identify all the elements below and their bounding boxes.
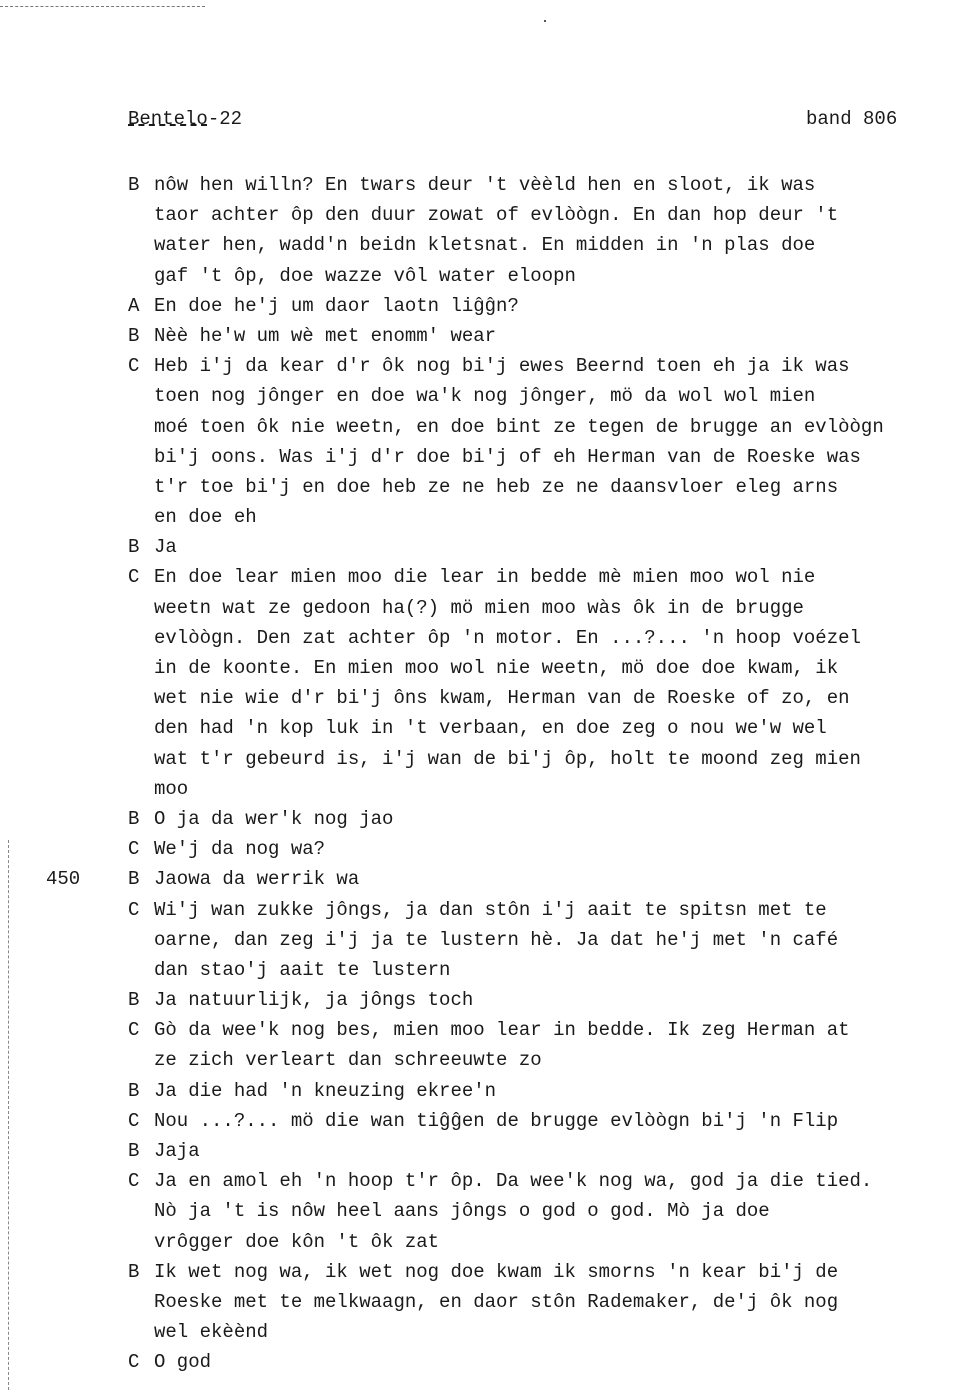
- transcript-line: [0, 955, 966, 985]
- transcript-line: [0, 170, 966, 200]
- speaker-label: C: [128, 1351, 140, 1374]
- line-text: Heb i'j da kear d'r ôk nog bi'j ewes Beernd toen eh ja ik was: [154, 355, 850, 378]
- line-text: Gò da wee'k nog bes, mien moo lear in bedde. Ik zeg Herman at: [154, 1019, 850, 1042]
- line-text: En doe he'j um daor laotn liĝĝn?: [154, 294, 519, 317]
- transcript-line: [0, 1106, 966, 1136]
- transcript-line: [0, 532, 966, 562]
- transcript-line: [0, 623, 966, 653]
- line-text: Jaowa da werrik wa: [154, 868, 360, 891]
- top-scan-mark: [0, 6, 205, 7]
- line-text: wat t'r gebeurd is, i'j wan de bi'j ôp, holt te moond zeg mien: [154, 747, 861, 770]
- speaker-label: B: [128, 868, 140, 891]
- line-text: moé toen ôk nie weetn, en doe bint ze tegen de brugge an evlòògn: [154, 415, 884, 438]
- speaker-label: C: [128, 566, 140, 589]
- transcript-line: [0, 985, 966, 1015]
- transcript-line: [0, 925, 966, 955]
- line-text: weetn wat ze gedoon ha(?) mö mien moo wàs ôk in de brugge: [154, 596, 804, 619]
- line-text: in de koonte. En mien moo wol nie weetn, mö doe doe kwam, ik: [154, 657, 839, 679]
- speaker-label: C: [128, 1109, 140, 1132]
- line-text: Wi'j wan zukke jôngs, ja dan stôn i'j aait te spitsn met te: [154, 898, 827, 921]
- transcript-line: [0, 291, 966, 321]
- line-text: gaf 't ôp, doe wazze vôl water eloopn: [154, 264, 576, 287]
- band-number: band 806: [806, 108, 898, 130]
- line-text: ze zich verleart dan schreeuwte zo: [154, 1049, 542, 1072]
- line-text: Nou ...?... mö die wan tiĝĝen de brugge evlòògn bi'j 'n Flip: [154, 1109, 839, 1132]
- transcript-line: [0, 1287, 966, 1317]
- transcript-line: [0, 1166, 966, 1196]
- transcript-line: [0, 713, 966, 743]
- page-title-underlined: Bentelo: [128, 108, 208, 130]
- line-text: den had 'n kop luk in 't verbaan, en doe zeg o nou we'w wel: [154, 717, 827, 740]
- line-text: bi'j oons. Was i'j d'r doe bi'j of eh Herman van de Roeske was: [154, 445, 861, 468]
- line-text: water hen, wadd'n beidn kletsnat. En midden in 'n plas doe: [154, 234, 816, 257]
- speaker-label: B: [128, 1079, 140, 1102]
- line-text: toen nog jônger en doe wa'k nog jônger, mö da wol wol mien: [154, 385, 816, 408]
- transcript-line: [0, 200, 966, 230]
- transcript-line: [0, 1136, 966, 1166]
- line-text: Jaja: [154, 1140, 200, 1162]
- scan-speck: [544, 20, 546, 22]
- transcript-line: [0, 895, 966, 925]
- line-text: O god: [154, 1351, 212, 1374]
- line-number: 450: [46, 868, 81, 891]
- speaker-label: B: [128, 324, 140, 347]
- transcript-line: [0, 321, 966, 351]
- speaker-label: B: [128, 1260, 140, 1283]
- speaker-label: C: [128, 1170, 140, 1193]
- speaker-label: C: [128, 898, 140, 921]
- line-text: oarne, dan zeg i'j ja te lustern hè. Ja dat he'j met 'n café: [154, 928, 839, 951]
- transcript-line: [0, 502, 966, 532]
- transcript-line: [0, 1076, 966, 1106]
- speaker-label: B: [128, 1140, 140, 1162]
- line-text: We'j da nog wa?: [154, 838, 326, 861]
- transcript-line: [0, 261, 966, 291]
- transcript-line: [0, 834, 966, 864]
- line-text: Ja: [154, 536, 177, 559]
- line-text: Nò ja 't is nôw heel aans jôngs o god o god. Mò ja doe: [154, 1200, 770, 1223]
- transcript-line: [0, 562, 966, 592]
- page-title-suffix: -22: [207, 108, 243, 130]
- line-text: Ja natuurlijk, ja jôngs toch: [154, 989, 474, 1012]
- transcript-line: [0, 593, 966, 623]
- transcript-line: [0, 1196, 966, 1226]
- transcript-line: [0, 1227, 966, 1257]
- transcript-line: [0, 744, 966, 774]
- speaker-label: C: [128, 838, 140, 861]
- line-text: Roeske met te melkwaagn, en daor stôn Rademaker, de'j ôk nog: [154, 1290, 839, 1313]
- line-text: en doe eh: [154, 506, 257, 529]
- transcript-line: [0, 1317, 966, 1347]
- line-text: wel ekèènd: [154, 1321, 269, 1344]
- transcript-line: [0, 1257, 966, 1287]
- speaker-label: B: [128, 536, 140, 559]
- speaker-label: B: [128, 174, 140, 196]
- line-text: wet nie wie d'r bi'j ôns kwam, Herman van de Roeske of zo, en: [154, 687, 850, 710]
- transcript-line: [0, 683, 966, 713]
- speaker-label: B: [128, 989, 140, 1012]
- transcript: [0, 170, 966, 1378]
- line-text: Ik wet nog wa, ik wet nog doe kwam ik smorns 'n kear bi'j de: [154, 1260, 839, 1283]
- line-text: Ja en amol eh 'n hoop t'r ôp. Da wee'k nog wa, god ja die tied.: [154, 1170, 873, 1193]
- transcript-line: [0, 1015, 966, 1045]
- line-text: Ja die had 'n kneuzing ekree'n: [154, 1079, 497, 1102]
- page-title: [128, 108, 242, 130]
- speaker-label: C: [128, 355, 140, 378]
- transcript-line: [0, 774, 966, 804]
- transcript-line: [0, 381, 966, 411]
- line-text: vrôgger doe kôn 't ôk zat: [154, 1230, 440, 1253]
- transcript-line: [0, 653, 966, 683]
- line-text: Nèè he'w um wè met enomm' wear: [154, 324, 497, 347]
- transcript-line: [0, 804, 966, 834]
- line-text: t'r toe bi'j en doe heb ze ne heb ze ne daansvloer eleg arns: [154, 475, 839, 498]
- line-text: evlòògn. Den zat achter ôp 'n motor. En ...?... 'n hoop voézel: [154, 626, 861, 649]
- transcript-line: [0, 1045, 966, 1075]
- speaker-label: A: [128, 294, 140, 317]
- transcript-line: [0, 351, 966, 381]
- speaker-label: B: [128, 807, 140, 830]
- line-text: moo: [154, 777, 189, 800]
- transcript-line: [0, 472, 966, 502]
- line-text: En doe lear mien moo die lear in bedde mè mien moo wol nie: [154, 566, 816, 589]
- line-text: nôw hen willn? En twars deur 't vèèld hen en sloot, ik was: [154, 174, 816, 196]
- transcript-line: [0, 412, 966, 442]
- transcript-line: [0, 1347, 966, 1377]
- transcript-line: [0, 442, 966, 472]
- line-text: O ja da wer'k nog jao: [154, 807, 394, 830]
- transcript-line: [0, 864, 966, 894]
- transcript-line: [0, 230, 966, 260]
- line-text: taor achter ôp den duur zowat of evlòògn. En dan hop deur 't: [154, 204, 839, 227]
- speaker-label: C: [128, 1019, 140, 1042]
- line-text: dan stao'j aait te lustern: [154, 958, 451, 981]
